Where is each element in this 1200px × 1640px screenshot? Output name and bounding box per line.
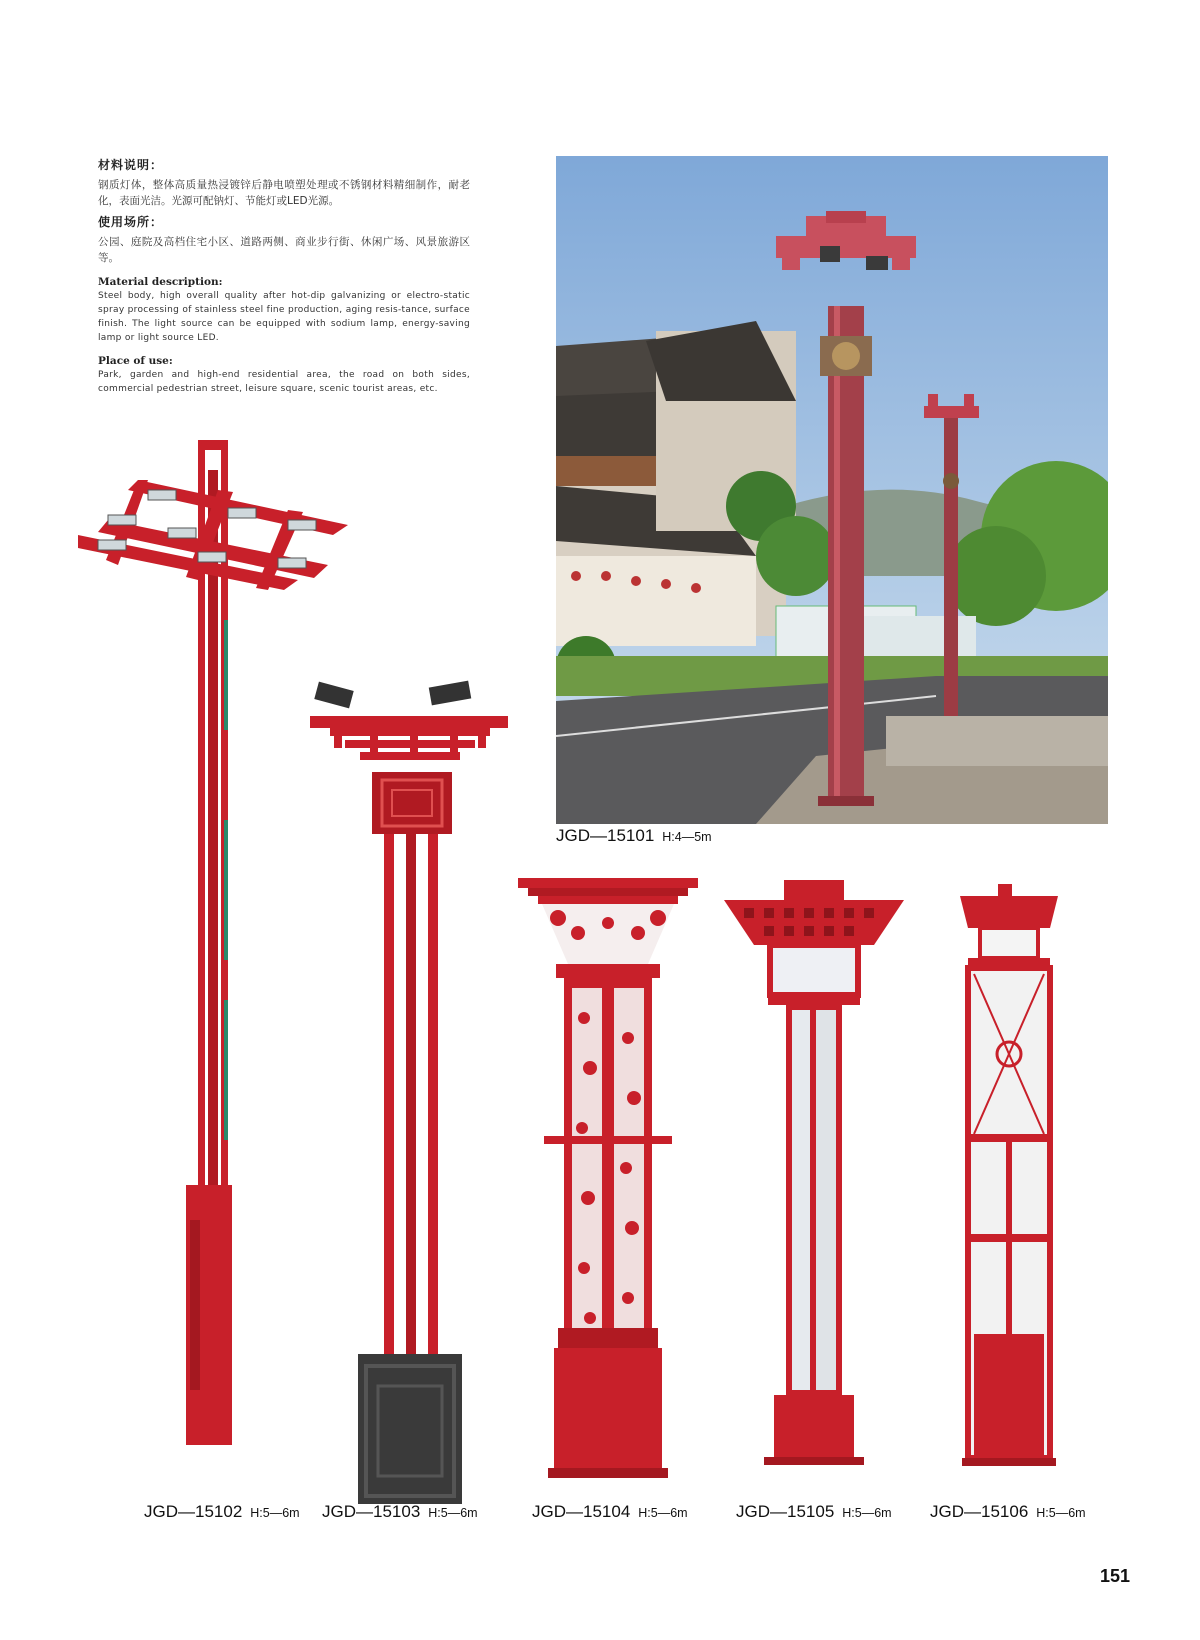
page-number: 151	[1100, 1566, 1131, 1586]
caption-15106	[930, 1502, 1086, 1522]
model-15105: JGD—15105	[736, 1502, 835, 1521]
en-place-body: Park, garden and high-end residential area, the road on both sides, commercial pedestrian street, leisure square, scenic tourist areas, etc.	[98, 370, 470, 394]
lamp-illustration-15104	[518, 878, 698, 1488]
en-place-heading: Place of use:	[98, 355, 173, 367]
model-15104: JGD—15104	[532, 1502, 631, 1521]
caption-15104	[532, 1502, 688, 1522]
height-15101: H:4—5m	[662, 830, 712, 844]
model-15106: JGD—15106	[930, 1502, 1029, 1521]
height-15105: H:5—6m	[842, 1506, 892, 1520]
lamp-illustration-15105	[724, 880, 904, 1480]
model-15101: JGD—15101	[556, 826, 655, 845]
height-15103: H:5—6m	[428, 1506, 478, 1520]
lamp-illustration-15103	[310, 676, 510, 1516]
installation-photo	[556, 156, 1108, 824]
model-15102: JGD—15102	[144, 1502, 243, 1521]
model-15103: JGD—15103	[322, 1502, 421, 1521]
height-15104: H:5—6m	[638, 1506, 688, 1520]
en-material-body: Steel body, high overall quality after hot-dip galvanizing or electro-static spray processing of stainless steel fine production, aging resis-tance, surface finish. The light source can be equipped with sodium lamp, energy-saving lamp or light source LED.	[98, 291, 470, 343]
height-15102: H:5—6m	[250, 1506, 300, 1520]
caption-15101	[556, 826, 712, 846]
height-15106: H:5—6m	[1036, 1506, 1086, 1520]
cn-place-body: 公园、庭院及高档住宅小区、道路两侧、商业步行街、休闲广场、风景旅游区等。	[98, 236, 470, 264]
description-block	[98, 156, 470, 396]
caption-15103	[322, 1502, 478, 1522]
cn-place-heading: 使用场所：	[98, 215, 164, 229]
lamp-illustration-15106	[954, 884, 1064, 1484]
caption-15105	[736, 1502, 892, 1522]
en-material-heading: Material description:	[98, 276, 223, 288]
caption-15102	[144, 1502, 300, 1522]
cn-material-body: 钢质灯体，整体高质量热浸镀锌后静电喷塑处理或不锈钢材料精细制作，耐老化，表面光洁。光源可配钠灯、节能灯或LED光源。	[98, 179, 470, 207]
cn-material-heading: 材料说明：	[98, 158, 164, 172]
